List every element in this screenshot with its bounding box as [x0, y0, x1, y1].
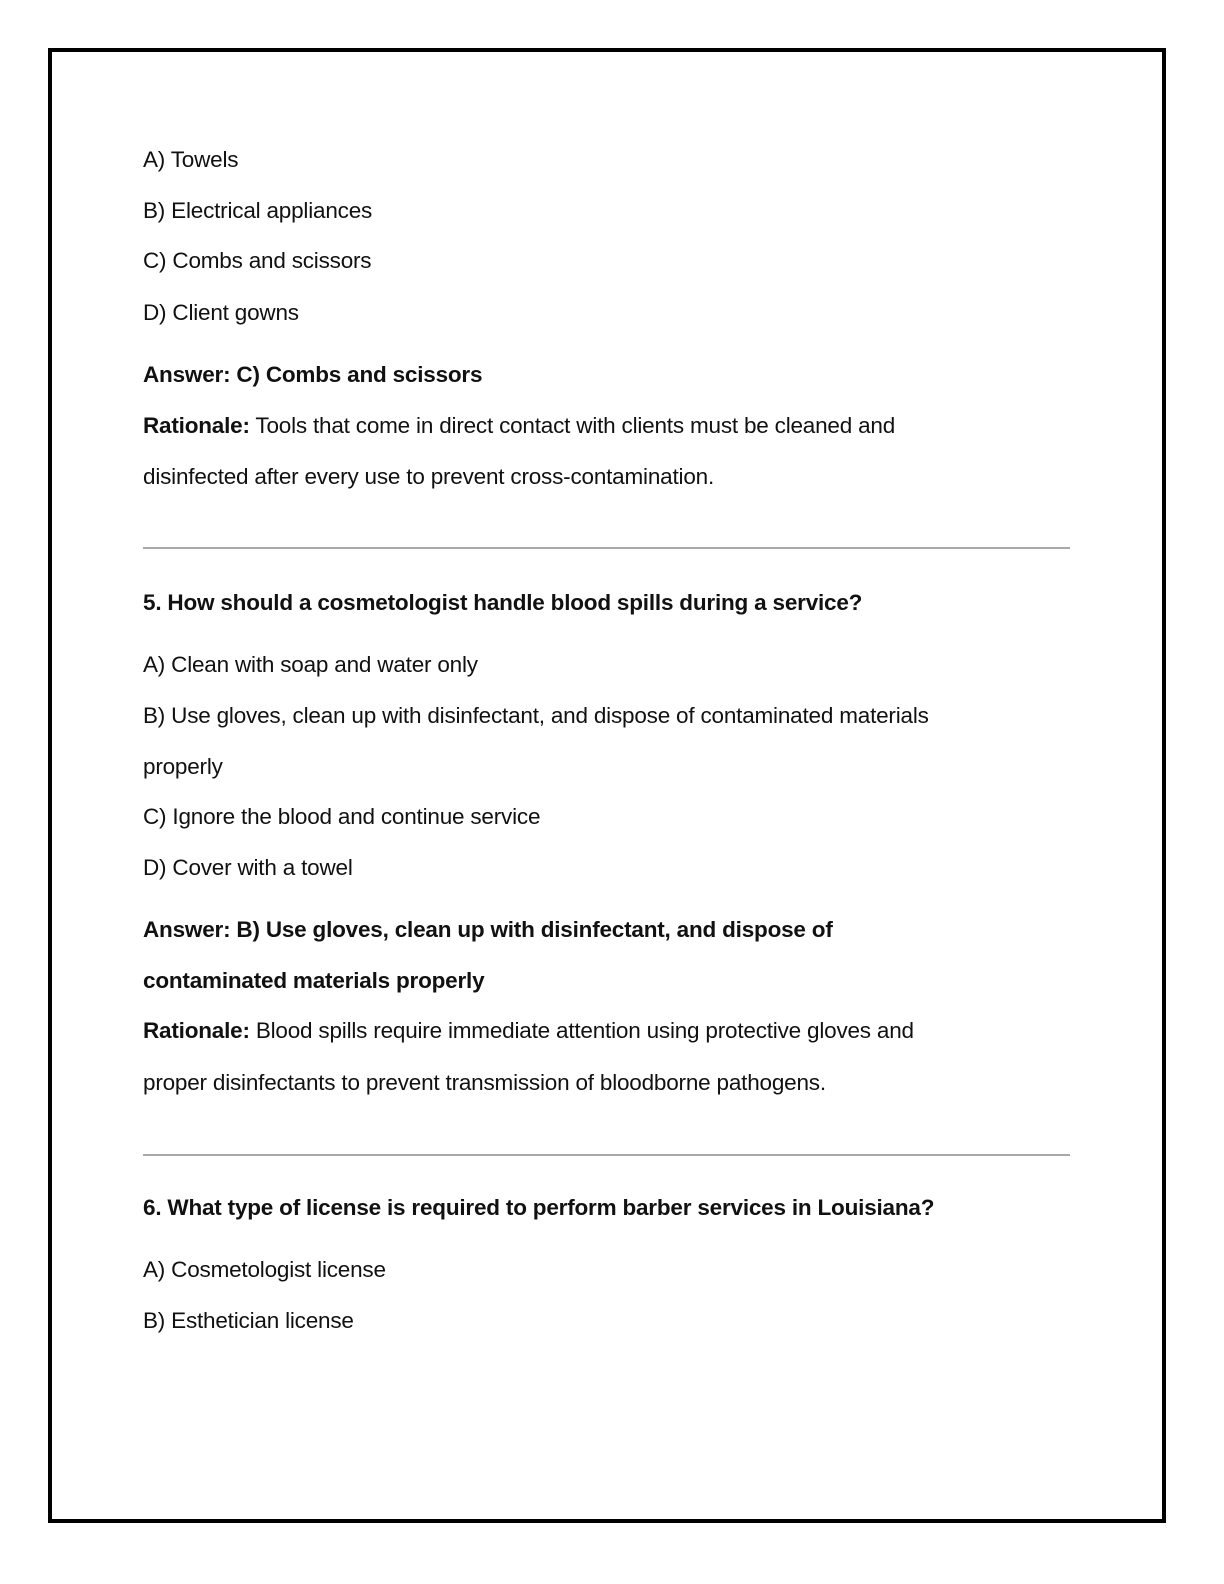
rationale-text: Tools that come in direct contact with clients must be cleaned and: [249, 413, 896, 438]
q5-option-b: B) Use gloves, clean up with disinfectant, and dispose of contaminated materials: [143, 703, 929, 728]
q4-option-b: B) Electrical appliances: [143, 198, 373, 223]
q5-answer-line2: contaminated materials properly: [143, 968, 485, 993]
answer-label: Answer:: [143, 917, 231, 942]
divider: [143, 1154, 1070, 1156]
answer-text: C) Combs and scissors: [230, 362, 483, 387]
q6-option-b: B) Esthetician license: [143, 1308, 354, 1333]
divider: [143, 547, 1070, 549]
q4-rationale: [143, 411, 895, 441]
rationale-label: Rationale:: [143, 1018, 250, 1043]
q5-answer: [143, 915, 833, 945]
q5-question: 5. How should a cosmetologist handle blood spills during a service?: [143, 590, 863, 615]
q5-option-b-cont: properly: [143, 754, 223, 779]
q4-option-a: A) Towels: [143, 147, 239, 172]
answer-text: B) Use gloves, clean up with disinfectant, and dispose of: [230, 917, 833, 942]
rationale-label: Rationale:: [143, 413, 250, 438]
q4-option-d: D) Client gowns: [143, 300, 299, 325]
q4-rationale-line2: disinfected after every use to prevent cross-contamination.: [143, 464, 714, 489]
rationale-text: Blood spills require immediate attention using protective gloves and: [249, 1018, 914, 1043]
q6-question: 6. What type of license is required to perform barber services in Louisiana?: [143, 1195, 935, 1220]
q5-rationale-line2: proper disinfectants to prevent transmission of bloodborne pathogens.: [143, 1070, 826, 1095]
q5-option-c: C) Ignore the blood and continue service: [143, 804, 541, 829]
q5-rationale: [143, 1016, 914, 1046]
q4-answer: [143, 360, 482, 390]
answer-label: Answer:: [143, 362, 231, 387]
q4-option-c: C) Combs and scissors: [143, 248, 372, 273]
q6-option-a: A) Cosmetologist license: [143, 1257, 386, 1282]
q5-option-d: D) Cover with a towel: [143, 855, 353, 880]
q5-option-a: A) Clean with soap and water only: [143, 652, 478, 677]
